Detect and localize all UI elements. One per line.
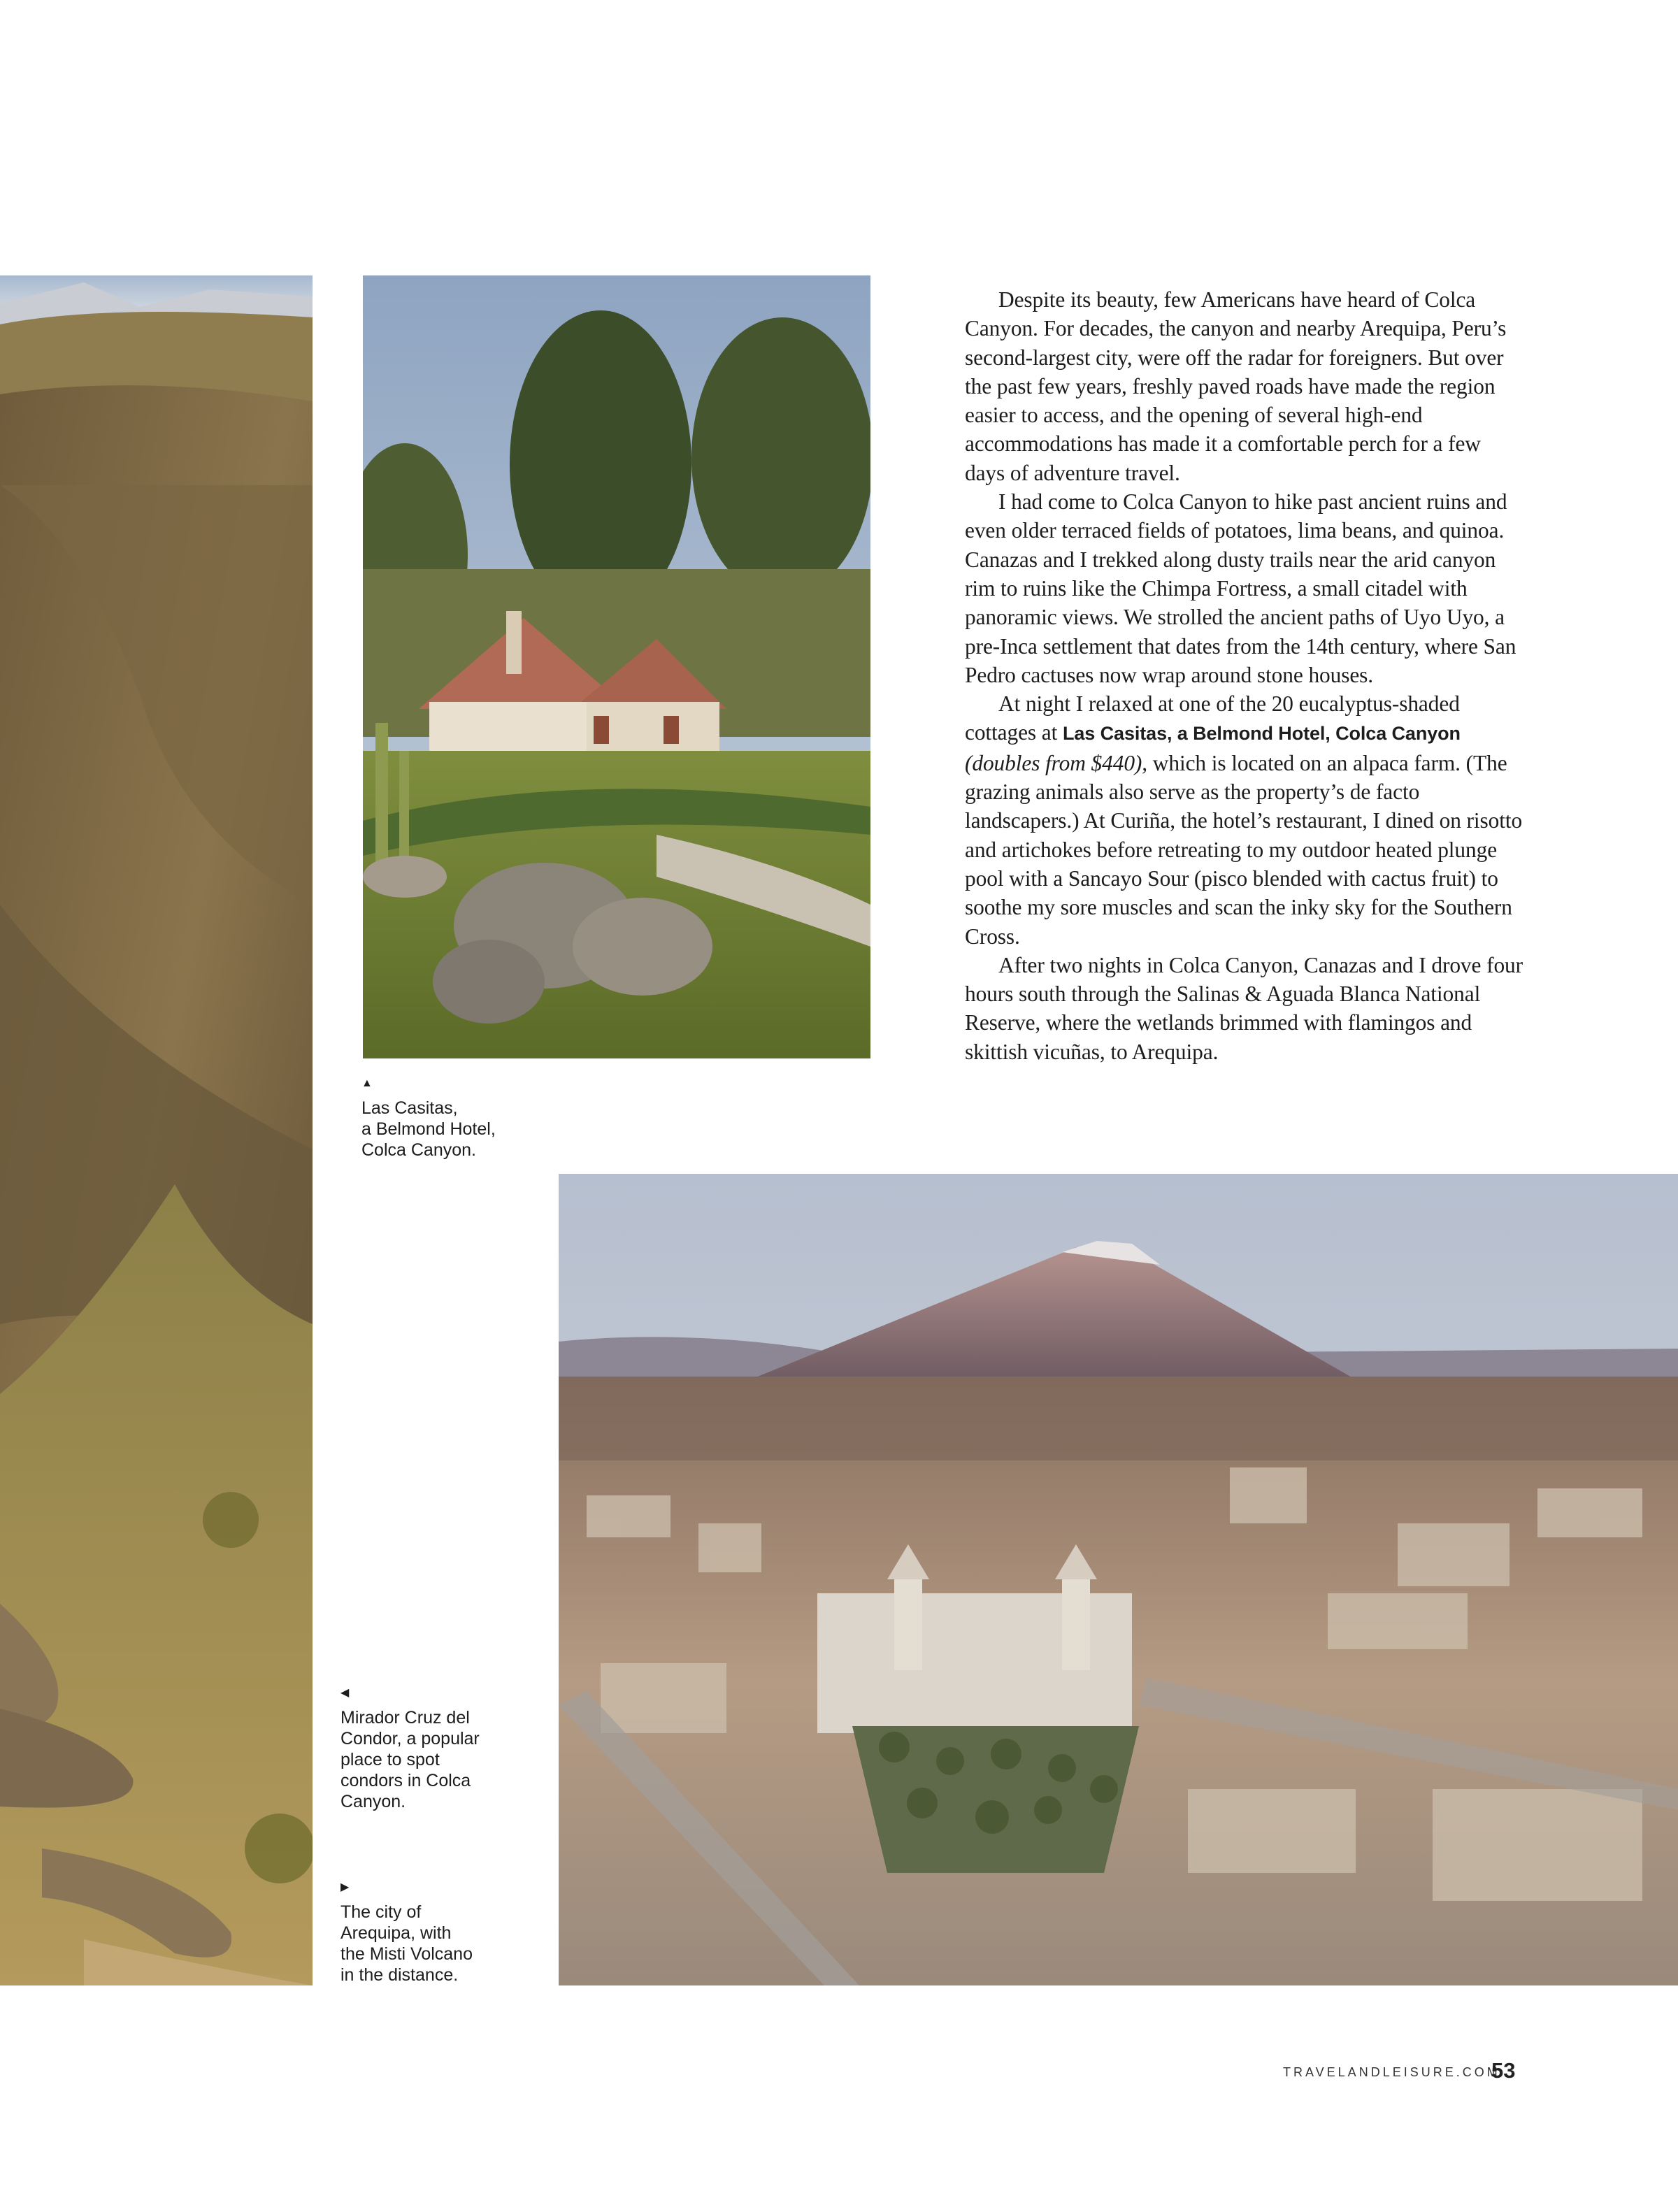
caption-line: Condor, a popular: [340, 1729, 480, 1748]
article-paragraph-3: [965, 689, 1524, 951]
arequipa-city-photo: [559, 1174, 1678, 1985]
caption-line: a Belmond Hotel,: [361, 1119, 496, 1139]
caption-line: The city of: [340, 1902, 422, 1922]
up-arrow-icon: ▲: [361, 1077, 373, 1089]
caption-las-casitas: [361, 1077, 543, 1161]
caption-line: in the distance.: [340, 1965, 459, 1985]
article-paragraph-1: Despite its beauty, few Americans have heard of Colca Canyon. For decades, the canyon and nearby Arequipa, Peru’s second-largest city, were off the radar for foreigners. But over the past few years, freshly paved roads have made the region easier to access, and the opening of several high-end accommodations has made it a comfortable perch for a few days of adventure travel.: [965, 287, 1507, 485]
right-arrow-icon: ▶: [340, 1881, 350, 1893]
las-casitas-photo: [363, 275, 870, 1058]
article-body: [965, 285, 1524, 1066]
page-number: 53: [1491, 2058, 1516, 2083]
caption-line: Las Casitas,: [361, 1098, 458, 1118]
caption-line: Mirador Cruz del: [340, 1708, 470, 1728]
article-paragraph-2: I had come to Colca Canyon to hike past ancient ruins and even older terraced fields of potatoes, lima beans, and quinoa. Canazas and I trekked along dusty trails near the arid canyon rim to ruins like the Chimpa Fortress, a small citadel with panoramic views. We strolled the ancient paths of Uyo Uyo, a pre-Inca settlement that dates from the 14th century, where San Pedro cactuses now wrap around stone houses.: [965, 489, 1516, 687]
paragraph-text: At night I relaxed at one of the 20 eucalyptus-shaded cottages at: [965, 691, 1460, 745]
caption-line: Colca Canyon.: [361, 1140, 476, 1160]
article-paragraph-4: After two nights in Colca Canyon, Canazas and I drove four hours south through the Salinas & Aguada Blanca National Reserve, where the wetlands brimmed with flamingos and skittish vicuñas, to Arequipa.: [965, 952, 1523, 1064]
caption-line: place to spot: [340, 1750, 440, 1769]
caption-line: Arequipa, with: [340, 1923, 452, 1943]
paragraph-text: which is located on an alpaca farm. (The grazing animals also serve as the property’s de facto landscapers.) At Curiña, the hotel’s restaurant, I dined on risotto and artichokes before retreating to my outdoor heated plunge pool with a Sancayo Sour (pisco blended with cactus fruit) to soothe my sore muscles and scan the inky sky for the Southern Cross.: [965, 750, 1523, 949]
footer-website: TRAVELANDLEISURE.COM: [1283, 2065, 1500, 2079]
canyon-viewpoint-photo: [0, 275, 313, 1985]
hotel-name: Las Casitas, a Belmond Hotel, Colca Canyon: [1063, 723, 1461, 745]
left-arrow-icon: ◀: [340, 1687, 350, 1699]
hotel-price: (doubles from $440),: [965, 750, 1148, 775]
caption-line: Canyon.: [340, 1792, 406, 1811]
caption-line: condors in Colca: [340, 1771, 471, 1790]
caption-mirador-cruz-del-condor: [340, 1686, 522, 1812]
caption-line: the Misti Volcano: [340, 1944, 473, 1964]
caption-arequipa-city: [340, 1881, 522, 1985]
